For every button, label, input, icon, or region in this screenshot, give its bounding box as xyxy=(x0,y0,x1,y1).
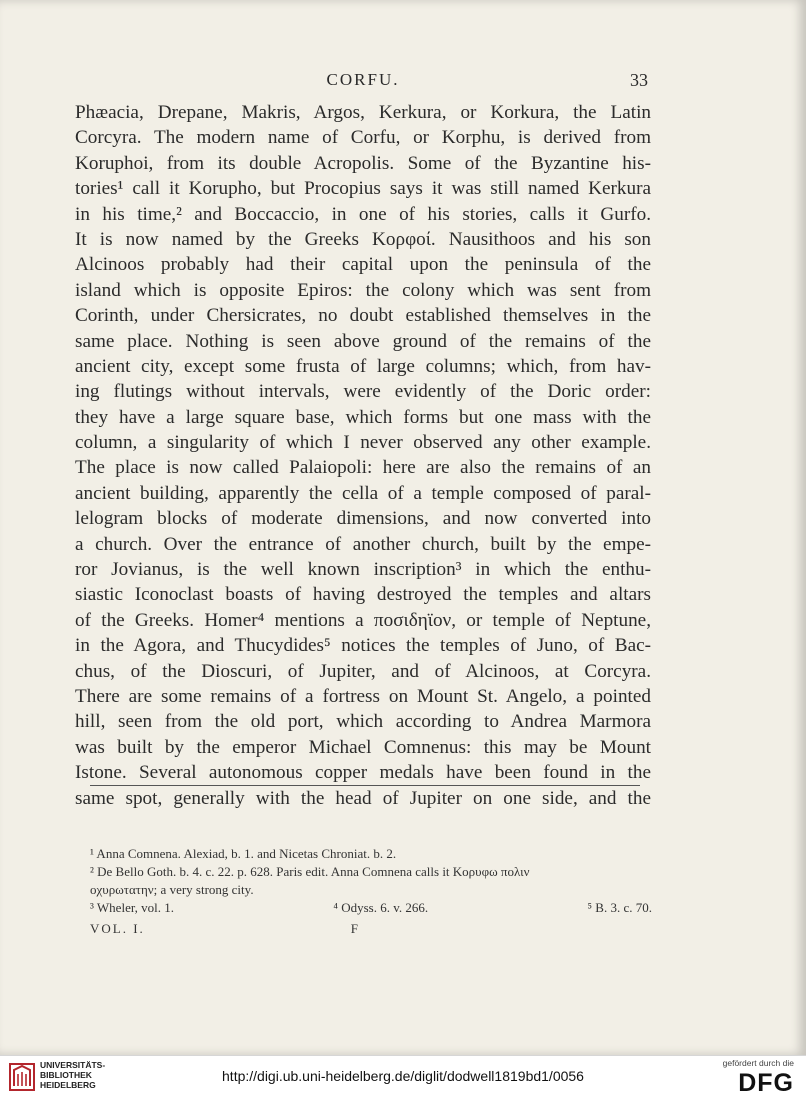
body-line: Corcyra. The modern name of Corfu, or Korphu, is derived from xyxy=(75,127,651,149)
footnote-2-line-2: οχυρωτατην; a very strong city. xyxy=(90,882,254,897)
body-line: Corinth, under Chersicrates, no doubt established themselves in the xyxy=(75,305,651,327)
volume-label: VOL. I. xyxy=(90,921,145,936)
body-line: same place. Nothing is seen above ground of the remains of the xyxy=(75,330,651,352)
footnote-1: ¹ Anna Comnena. Alexiad, b. 1. and Nicetas Chroniat. b. 2. xyxy=(90,846,397,861)
body-text xyxy=(75,100,651,811)
footnote-3: ³ Wheler, vol. 1. xyxy=(90,900,175,915)
body-line: tories¹ call it Korupho, but Procopius says it was still named Kerkura xyxy=(75,178,651,200)
body-line: in his time,² and Boccaccio, in one of his stories, calls it Gurfo. xyxy=(75,203,651,225)
body-line: in the Agora, and Thucydides⁵ notices the temples of Juno, of Bac- xyxy=(75,635,651,657)
body-line: Phæacia, Drepane, Makris, Argos, Kerkura, or Korkura, the Latin xyxy=(75,102,651,123)
footnote-rule xyxy=(90,785,640,786)
body-line: chus, of the Dioscuri, of Jupiter, and of Alcinoos, at Corcyra. xyxy=(75,660,651,682)
library-line-2: BIBLIOTHEK xyxy=(40,1070,92,1080)
page-number: 33 xyxy=(630,70,648,90)
body-line: ancient city, except some frusta of large columns; which, from hav- xyxy=(75,355,651,377)
body-line: they have a large square base, which forms but one mass with the xyxy=(75,406,651,428)
body-line: The place is now called Palaiopoli: here are also the remains of an xyxy=(75,457,651,479)
footnote-5: ⁵ B. 3. c. 70. xyxy=(587,900,652,915)
body-line: Koruphoi, from its double Acropolis. Some of the Byzantine his- xyxy=(75,152,651,174)
footnotes xyxy=(90,845,652,938)
body-line: Istone. Several autonomous copper medals have been found in the xyxy=(75,762,651,784)
body-line: siastic Iconoclast boasts of having destroyed the temples and altars xyxy=(75,584,651,606)
running-head xyxy=(78,70,648,94)
dfg-logo[interactable]: DFG xyxy=(738,1069,794,1097)
funded-by-label: gefördert durch die xyxy=(722,1058,794,1068)
body-line: ing flutings without intervals, were evidently of the Doric order: xyxy=(75,381,651,403)
signature-line xyxy=(90,920,360,938)
signature-mark: F xyxy=(350,921,360,936)
body-line: Alcinoos probably had their capital upon the peninsula of the xyxy=(75,254,651,276)
body-line: column, a singularity of which I never observed any other example. xyxy=(75,432,651,454)
body-line: There are some remains of a fortress on Mount St. Angelo, a pointed xyxy=(75,685,651,707)
body-line: ancient building, apparently the cella of a temple composed of paral- xyxy=(75,482,651,504)
footnote-row-3-5 xyxy=(90,899,652,917)
running-head-title: CORFU. xyxy=(326,70,400,89)
library-line-3: HEIDELBERG xyxy=(40,1080,96,1090)
body-line: hill, seen from the old port, which according to Andrea Marmora xyxy=(75,711,651,733)
body-line: of the Greeks. Homer⁴ mentions a ποσιδηϊον, or temple of Neptune, xyxy=(75,609,651,631)
body-line: island which is opposite Epiros: the colony which was sent from xyxy=(75,279,651,301)
footnote-4: ⁴ Odyss. 6. v. 266. xyxy=(333,900,429,915)
footnote-2-line-1: ² De Bello Goth. b. 4. c. 22. p. 628. Paris edit. Anna Comnena calls it Κορυφω πολιν xyxy=(90,864,530,879)
library-line-1: UNIVERSITÄTS- xyxy=(40,1060,106,1070)
body-line: lelogram blocks of moderate dimensions, and now converted into xyxy=(75,508,651,530)
body-line: It is now named by the Greeks Κορφοί. Nausithoos and his son xyxy=(75,228,651,250)
body-line: a church. Over the entrance of another church, built by the empe- xyxy=(75,533,651,555)
viewer-footer xyxy=(0,1055,806,1098)
permalink-url[interactable]: http://digi.ub.uni-heidelberg.de/diglit/dodwell1819bd1/0056 xyxy=(222,1068,584,1084)
body-line: ror Jovianus, is the well known inscription³ in which the enthu- xyxy=(75,559,651,581)
body-line: was built by the emperor Michael Comnenus: this may be Mount xyxy=(75,736,651,758)
body-line: same spot, generally with the head of Jupiter on one side, and the xyxy=(75,787,651,809)
